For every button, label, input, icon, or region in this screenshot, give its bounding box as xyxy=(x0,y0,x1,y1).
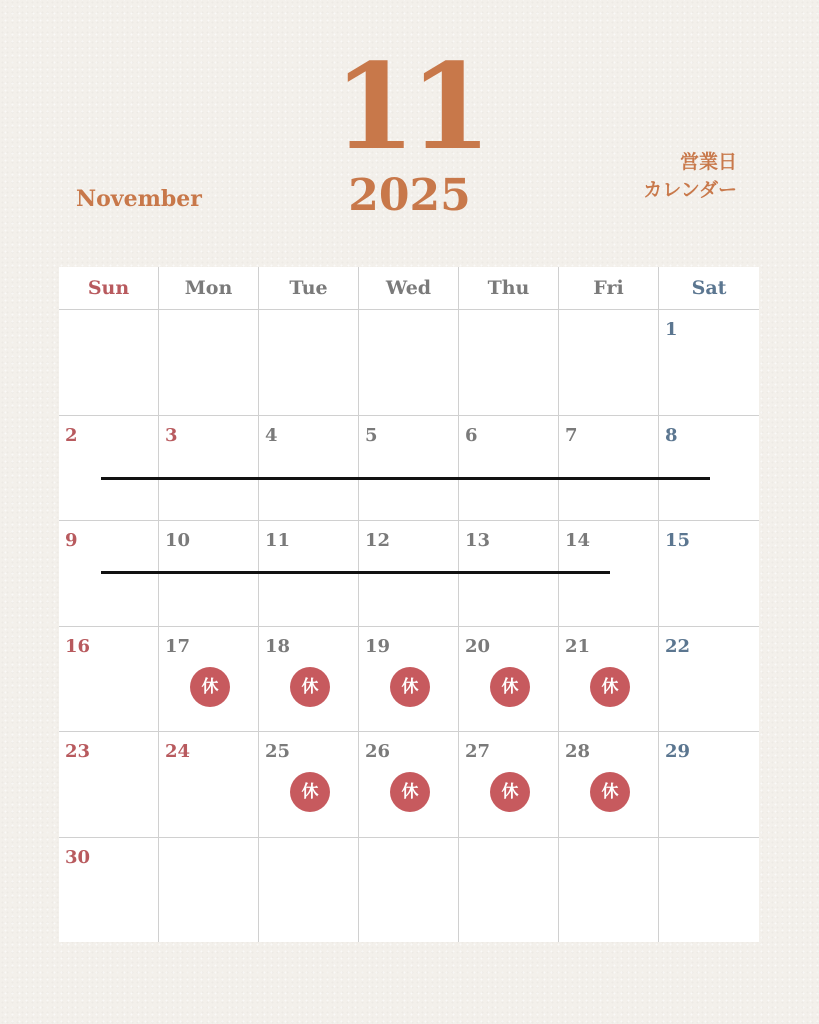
day-number: 26 xyxy=(365,741,391,762)
year: 2025 xyxy=(348,170,471,221)
day-number: 19 xyxy=(365,635,391,657)
day-cell xyxy=(159,415,259,521)
day-cell xyxy=(159,731,259,837)
weekday-mon: Mon xyxy=(159,267,259,309)
day-cell xyxy=(259,309,359,415)
day-number: 27 xyxy=(465,741,491,762)
strike-line-week2 xyxy=(101,477,710,480)
day-cell xyxy=(559,731,659,837)
day-cell xyxy=(359,415,459,521)
day-cell xyxy=(359,731,459,837)
day-cell xyxy=(159,626,259,732)
day-number: 13 xyxy=(465,530,491,551)
day-number: 17 xyxy=(165,635,191,657)
day-cell xyxy=(659,731,759,837)
weekday-header xyxy=(59,267,759,309)
day-number: 6 xyxy=(465,424,478,446)
weekday-sun: Sun xyxy=(59,267,159,309)
day-cell xyxy=(559,415,659,521)
strike-line-week3 xyxy=(101,571,610,574)
closed-day-badge: 休 xyxy=(590,667,630,707)
day-number: 11 xyxy=(265,530,291,551)
day-cell xyxy=(559,626,659,732)
day-cell xyxy=(159,309,259,415)
closed-day-badge: 休 xyxy=(490,667,530,707)
day-cell xyxy=(659,626,759,732)
day-cell xyxy=(459,309,559,415)
day-number: 7 xyxy=(565,424,578,446)
day-number: 22 xyxy=(665,635,691,657)
day-number: 28 xyxy=(565,741,591,762)
day-cell xyxy=(559,309,659,415)
day-number: 18 xyxy=(265,635,291,657)
day-number: 5 xyxy=(365,424,378,446)
day-cell xyxy=(59,837,159,943)
closed-day-badge: 休 xyxy=(390,667,430,707)
weekday-wed: Wed xyxy=(359,267,459,309)
day-grid xyxy=(59,309,759,942)
closed-day-badge: 休 xyxy=(590,772,630,812)
day-cell xyxy=(59,415,159,521)
day-cell xyxy=(659,520,759,626)
closed-day-badge: 休 xyxy=(290,772,330,812)
day-number: 10 xyxy=(165,530,191,551)
day-number: 3 xyxy=(165,424,178,446)
day-cell xyxy=(59,731,159,837)
day-cell xyxy=(559,837,659,943)
day-cell xyxy=(259,415,359,521)
day-cell xyxy=(359,626,459,732)
calendar-title-line1: 営業日 xyxy=(679,151,737,173)
weekday-fri: Fri xyxy=(559,267,659,309)
day-cell xyxy=(359,837,459,943)
closed-day-badge: 休 xyxy=(490,772,530,812)
day-cell xyxy=(159,837,259,943)
day-number: 25 xyxy=(265,741,291,762)
calendar-title xyxy=(643,148,737,204)
day-cell xyxy=(259,626,359,732)
day-number: 8 xyxy=(665,424,678,446)
day-number: 14 xyxy=(565,530,591,551)
day-number: 4 xyxy=(265,424,278,446)
weekday-thu: Thu xyxy=(459,267,559,309)
day-cell xyxy=(459,837,559,943)
day-number: 15 xyxy=(665,530,691,551)
weekday-tue: Tue xyxy=(259,267,359,309)
day-cell xyxy=(259,837,359,943)
day-cell xyxy=(659,309,759,415)
day-number: 23 xyxy=(65,741,91,762)
weekday-sat: Sat xyxy=(691,277,727,299)
day-number: 2 xyxy=(65,424,78,446)
day-cell xyxy=(259,731,359,837)
calendar-table xyxy=(59,267,759,942)
day-number: 20 xyxy=(465,635,491,657)
day-number: 9 xyxy=(65,530,78,551)
day-cell xyxy=(459,731,559,837)
day-cell xyxy=(459,626,559,732)
day-cell xyxy=(459,415,559,521)
day-number: 1 xyxy=(665,319,678,340)
closed-day-badge: 休 xyxy=(290,667,330,707)
closed-day-badge: 休 xyxy=(390,772,430,812)
day-cell xyxy=(59,626,159,732)
month-number: 11 xyxy=(333,37,486,176)
day-number: 21 xyxy=(565,635,591,657)
closed-day-badge: 休 xyxy=(190,667,230,707)
day-number: 12 xyxy=(365,530,391,551)
day-number: 24 xyxy=(165,741,191,762)
day-cell xyxy=(659,837,759,943)
calendar-title-line2: カレンダー xyxy=(643,179,737,201)
day-cell xyxy=(659,415,759,521)
day-cell xyxy=(359,309,459,415)
day-number: 29 xyxy=(665,741,691,762)
day-cell xyxy=(59,309,159,415)
month-name: November xyxy=(76,186,202,212)
day-number: 30 xyxy=(65,846,91,868)
day-number: 16 xyxy=(65,635,91,657)
